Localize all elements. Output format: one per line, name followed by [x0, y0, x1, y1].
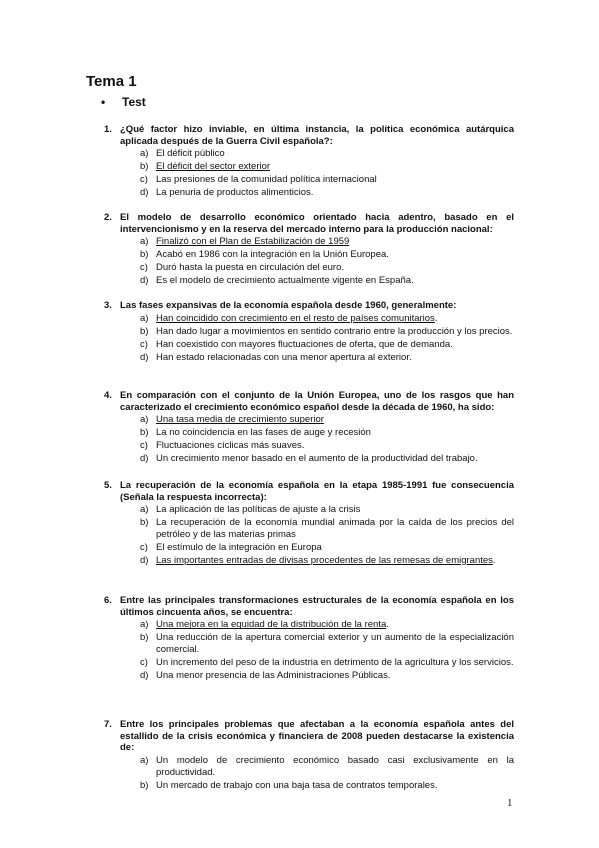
question-text: En comparación con el conjunto de la Unión Europea, uno de los rasgos que han caracterizado el crecimiento económico español desde la década de 1960, ha sido:: [120, 390, 514, 413]
option-text-underlined: Finalizó con el Plan de Estabilización de 1959: [156, 236, 350, 248]
answer-option: [104, 186, 514, 199]
option-letter: a): [140, 236, 149, 248]
option-letter: d): [140, 554, 149, 566]
section-label: Test: [122, 95, 146, 109]
answer-option: [104, 668, 514, 681]
question: [104, 300, 514, 363]
answer-option: [104, 516, 514, 540]
option-text: Un mercado de trabajo con una baja tasa de contratos temporales.: [156, 779, 438, 791]
option-letter: c): [140, 541, 148, 553]
option-text-underlined: Una tasa media de crecimiento superior: [156, 414, 324, 426]
question-text: El modelo de desarrollo económico orientado hacia adentro, basado en el intervencionismo y en la reserva del mercado interno para la producción nacional:: [120, 212, 514, 235]
option-letter: a): [140, 148, 149, 160]
question: [104, 390, 514, 465]
option-letter: d): [140, 275, 149, 287]
option-letter: c): [140, 656, 148, 668]
answer-option: [104, 312, 514, 325]
option-letter: d): [140, 669, 149, 681]
answer-option: [104, 439, 514, 452]
answer-option: [104, 337, 514, 350]
option-letter: a): [140, 619, 149, 631]
option-text: Duró hasta la puesta en circulación del euro.: [156, 262, 345, 274]
answer-options: [104, 413, 514, 465]
answer-option: [104, 173, 514, 186]
option-letter: c): [140, 440, 148, 452]
option-text: Un crecimiento menor basado en el aumento de la productividad del trabajo.: [156, 453, 478, 465]
option-text: Una menor presencia de las Administraciones Públicas.: [156, 669, 391, 681]
answer-option: [104, 413, 514, 426]
answer-option: [104, 618, 514, 631]
question-number: 3.: [104, 300, 112, 311]
option-text: Han coexistido con mayores fluctuaciones de oferta, que de demanda.: [156, 338, 453, 350]
answer-option: [104, 147, 514, 160]
answer-option: [104, 261, 514, 274]
option-letter: a): [140, 414, 149, 426]
answer-option: [104, 631, 514, 655]
option-text: La no coincidencia en las fases de auge y recesión: [156, 427, 371, 439]
page-number: 1: [507, 797, 513, 809]
answer-option: [104, 426, 514, 439]
question: [104, 719, 514, 791]
option-text: La penuria de productos alimenticios.: [156, 187, 314, 199]
option-letter: c): [140, 174, 148, 186]
option-letter: b): [140, 632, 149, 644]
question-text: La recuperación de la economía española en la etapa 1985-1991 fue consecuencia (Señala la respuesta incorrecta):: [120, 480, 514, 503]
question-number: 6.: [104, 595, 112, 606]
option-suffix: .: [492, 554, 496, 566]
answer-option: [104, 160, 514, 173]
option-suffix: .: [386, 619, 389, 631]
answer-options: [104, 754, 514, 791]
question: [104, 595, 514, 681]
answer-option: [104, 350, 514, 363]
answer-option: [104, 656, 514, 669]
option-letter: c): [140, 338, 148, 350]
option-text: Han dado lugar a movimientos en sentido contrario entre la producción y los precios.: [156, 325, 513, 337]
option-letter: b): [140, 779, 149, 791]
option-text: Han estado relacionadas con una menor apertura al exterior.: [156, 351, 412, 363]
answer-options: [104, 503, 514, 566]
answer-option: [104, 248, 514, 261]
answer-options: [104, 618, 514, 681]
answer-options: [104, 235, 514, 287]
option-letter: b): [140, 517, 149, 529]
option-suffix: .: [434, 312, 438, 324]
answer-option: [104, 553, 514, 566]
question-text: ¿Qué factor hizo inviable, en última instancia, la política económica autárquica aplicada después de la Guerra Civil española?:: [120, 124, 514, 147]
question: [104, 480, 514, 566]
option-letter: b): [140, 325, 149, 337]
question: [104, 212, 514, 287]
option-text: Es el modelo de crecimiento actualmente vigente en España.: [156, 275, 414, 287]
question-text: Las fases expansivas de la economía española desde 1960, generalmente:: [120, 300, 457, 311]
question-text: Entre los principales problemas que afectaban a la economía española antes del estallido de la crisis económica y financiera de 2008 pueden destacarse la existencia de:: [120, 719, 514, 754]
option-letter: a): [140, 312, 149, 324]
option-text-underlined: Han coincidido con crecimiento en el resto de países comunitarios: [156, 312, 435, 324]
option-text: Una reducción de la apertura comercial exterior y un aumento de la especialización comercial.: [156, 632, 514, 655]
answer-option: [104, 235, 514, 248]
option-text-underlined: Las importantes entradas de divisas procedentes de las remesas de emigrantes: [156, 554, 493, 566]
option-letter: b): [140, 161, 149, 173]
question: [104, 124, 514, 199]
option-letter: d): [140, 351, 149, 363]
option-letter: b): [140, 427, 149, 439]
option-text: El estímulo de la integración en Europa: [156, 541, 322, 553]
bullet-icon: •: [101, 95, 106, 109]
section-heading: [101, 95, 146, 109]
question-number: 4.: [104, 390, 112, 401]
option-letter: b): [140, 249, 149, 261]
option-letter: d): [140, 453, 149, 465]
question-number: 5.: [104, 480, 112, 491]
option-text-underlined: Una mejora en la equidad de la distribución de la renta: [156, 619, 387, 631]
option-text: La recuperación de la economía mundial animada por la caída de los precios del petróleo y de las materias primas: [156, 517, 514, 540]
option-text: El déficit público: [156, 148, 225, 160]
question-text: Entre las principales transformaciones estructurales de la economía española en los últimos cincuenta años, se encuentra:: [120, 595, 514, 618]
option-letter: d): [140, 187, 149, 199]
answer-options: [104, 312, 514, 364]
option-text: La aplicación de las políticas de ajuste a la crisis: [156, 504, 361, 516]
option-text: Las presiones de la comunidad política internacional: [156, 174, 377, 186]
question-number: 7.: [104, 719, 112, 730]
answer-option: [104, 541, 514, 554]
answer-option: [104, 324, 514, 337]
answer-option: [104, 503, 514, 516]
answer-option: [104, 452, 514, 465]
option-letter: a): [140, 755, 149, 767]
option-text-underlined: El déficit del sector exterior: [156, 161, 271, 173]
answer-option: [104, 754, 514, 778]
question-number: 1.: [104, 124, 112, 135]
option-letter: c): [140, 262, 148, 274]
option-text: Un modelo de crecimiento económico basado casi exclusivamente en la productividad.: [156, 755, 514, 778]
option-text: Fluctuaciones cíclicas más suaves.: [156, 440, 305, 452]
question-number: 2.: [104, 212, 112, 223]
answer-options: [104, 147, 514, 199]
option-text: Un incremento del peso de la industria en detrimento de la agricultura y los servicios.: [156, 656, 514, 668]
option-text: Acabó en 1986 con la integración en la Unión Europea.: [156, 249, 389, 261]
answer-option: [104, 274, 514, 287]
answer-option: [104, 778, 514, 791]
option-letter: a): [140, 504, 149, 516]
document-title: Tema 1: [86, 73, 137, 90]
